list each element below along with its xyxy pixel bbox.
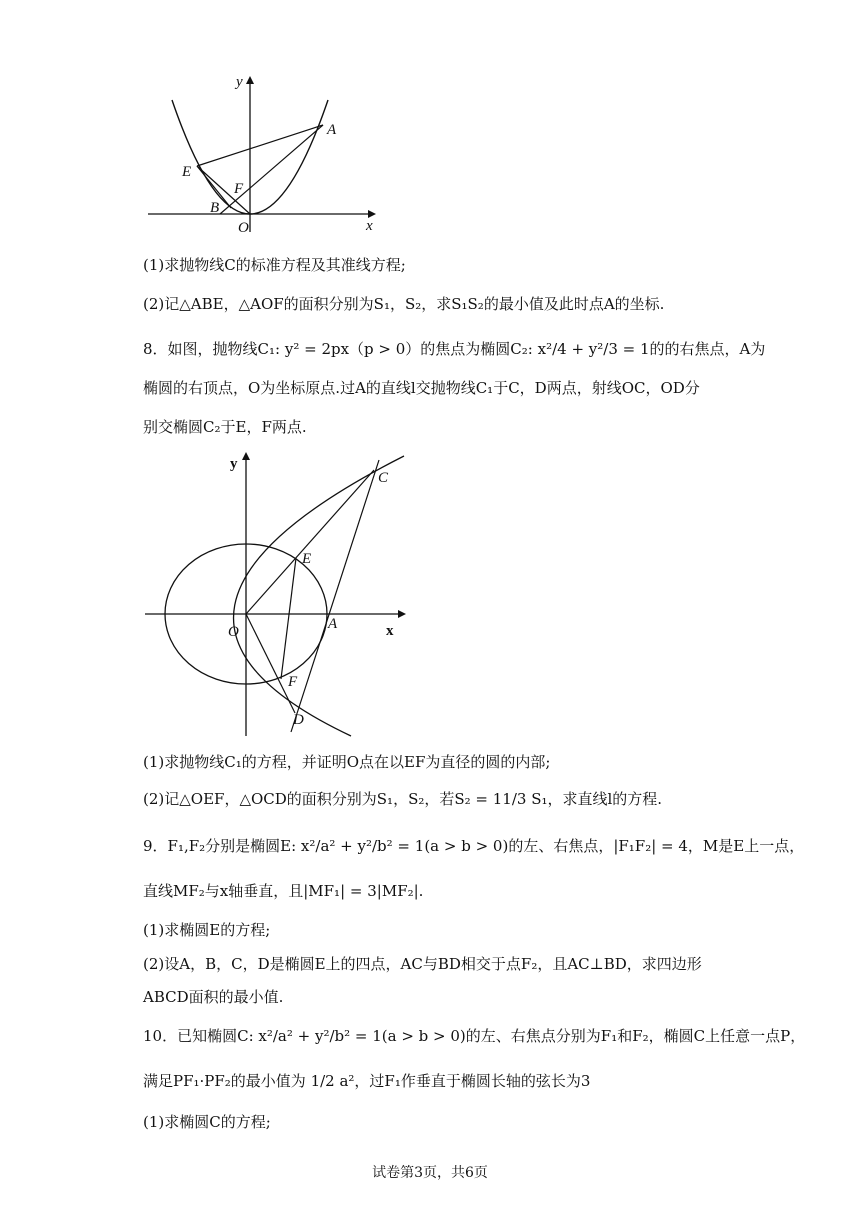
q8-line1: 8．如图，抛物线C₁: y² = 2px（p > 0）的焦点为椭圆C₂: x²/4 + y²/3 = 1的的右焦点，A为 bbox=[143, 340, 766, 358]
label-E: E bbox=[302, 551, 312, 567]
label-y: y bbox=[236, 74, 243, 90]
q8-part2: (2)记△OEF，△OCD的面积分别为S₁，S₂，若S₂ = 11/3 S₁，求直线l的方程. bbox=[143, 790, 663, 808]
page-footer: 试卷第3页，共6页 bbox=[372, 1165, 488, 1181]
label-x: x bbox=[366, 218, 373, 234]
q9-line1: 9．F₁,F₂分别是椭圆E: x²/a² + y²/b² = 1(a > b > 0)的左、右焦点，|F₁F₂| = 4，M是E上一点， bbox=[143, 837, 805, 855]
label-E: E bbox=[182, 164, 192, 180]
label-B: B bbox=[210, 200, 220, 216]
label-O: O bbox=[238, 220, 249, 236]
q8-line3: 别交椭圆C₂于E，F两点. bbox=[143, 418, 307, 436]
label-x: x bbox=[386, 623, 394, 639]
label-D: D bbox=[293, 712, 304, 728]
x-axis-arrow bbox=[368, 210, 376, 218]
q9-part2a: (2)设A，B，C，D是椭圆E上的四点，AC与BD相交于点F₂，且AC⊥BD，求四边形 bbox=[143, 955, 702, 973]
q8-line2: 椭圆的右顶点，O为坐标原点.过A的直线l交抛物线C₁于C，D两点，射线OC，OD分 bbox=[143, 379, 700, 397]
y-axis-arrow bbox=[242, 452, 250, 460]
ray-OC bbox=[246, 470, 374, 614]
q10-line2: 满足PF₁·PF₂的最小值为 1/2 a²，过F₁作垂直于椭圆长轴的弦长为3 bbox=[143, 1072, 591, 1090]
q9-part1: (1)求椭圆E的方程; bbox=[143, 921, 271, 939]
x-axis-arrow bbox=[398, 610, 406, 618]
q10-part1: (1)求椭圆C的方程; bbox=[143, 1113, 271, 1131]
segment-EF bbox=[281, 558, 296, 679]
q9-part2b: ABCD面积的最小值. bbox=[143, 988, 284, 1006]
figure-parabola bbox=[140, 70, 390, 245]
label-A: A bbox=[327, 122, 337, 138]
label-A: A bbox=[328, 616, 338, 632]
label-O: O bbox=[228, 624, 239, 640]
line-l bbox=[291, 460, 379, 732]
label-C: C bbox=[378, 470, 389, 486]
q7-part2: (2)记△ABE，△AOF的面积分别为S₁，S₂，求S₁S₂的最小值及此时点A的坐标. bbox=[143, 295, 665, 313]
y-axis-arrow bbox=[246, 76, 254, 84]
label-F: F bbox=[288, 674, 298, 690]
q10-line1: 10．已知椭圆C: x²/a² + y²/b² = 1(a > b > 0)的左、右焦点分别为F₁和F₂，椭圆C上任意一点P， bbox=[143, 1027, 806, 1045]
figure-ellipse-parabola bbox=[140, 445, 415, 740]
parabola-C1 bbox=[234, 456, 404, 736]
q7-part1: (1)求抛物线C的标准方程及其准线方程; bbox=[143, 256, 406, 274]
label-y: y bbox=[230, 456, 238, 472]
q8-part1: (1)求抛物线C₁的方程，并证明O点在以EF为直径的圆的内部; bbox=[143, 753, 551, 771]
q9-line2: 直线MF₂与x轴垂直，且|MF₁| = 3|MF₂|. bbox=[143, 882, 424, 900]
label-F: F bbox=[234, 181, 244, 197]
